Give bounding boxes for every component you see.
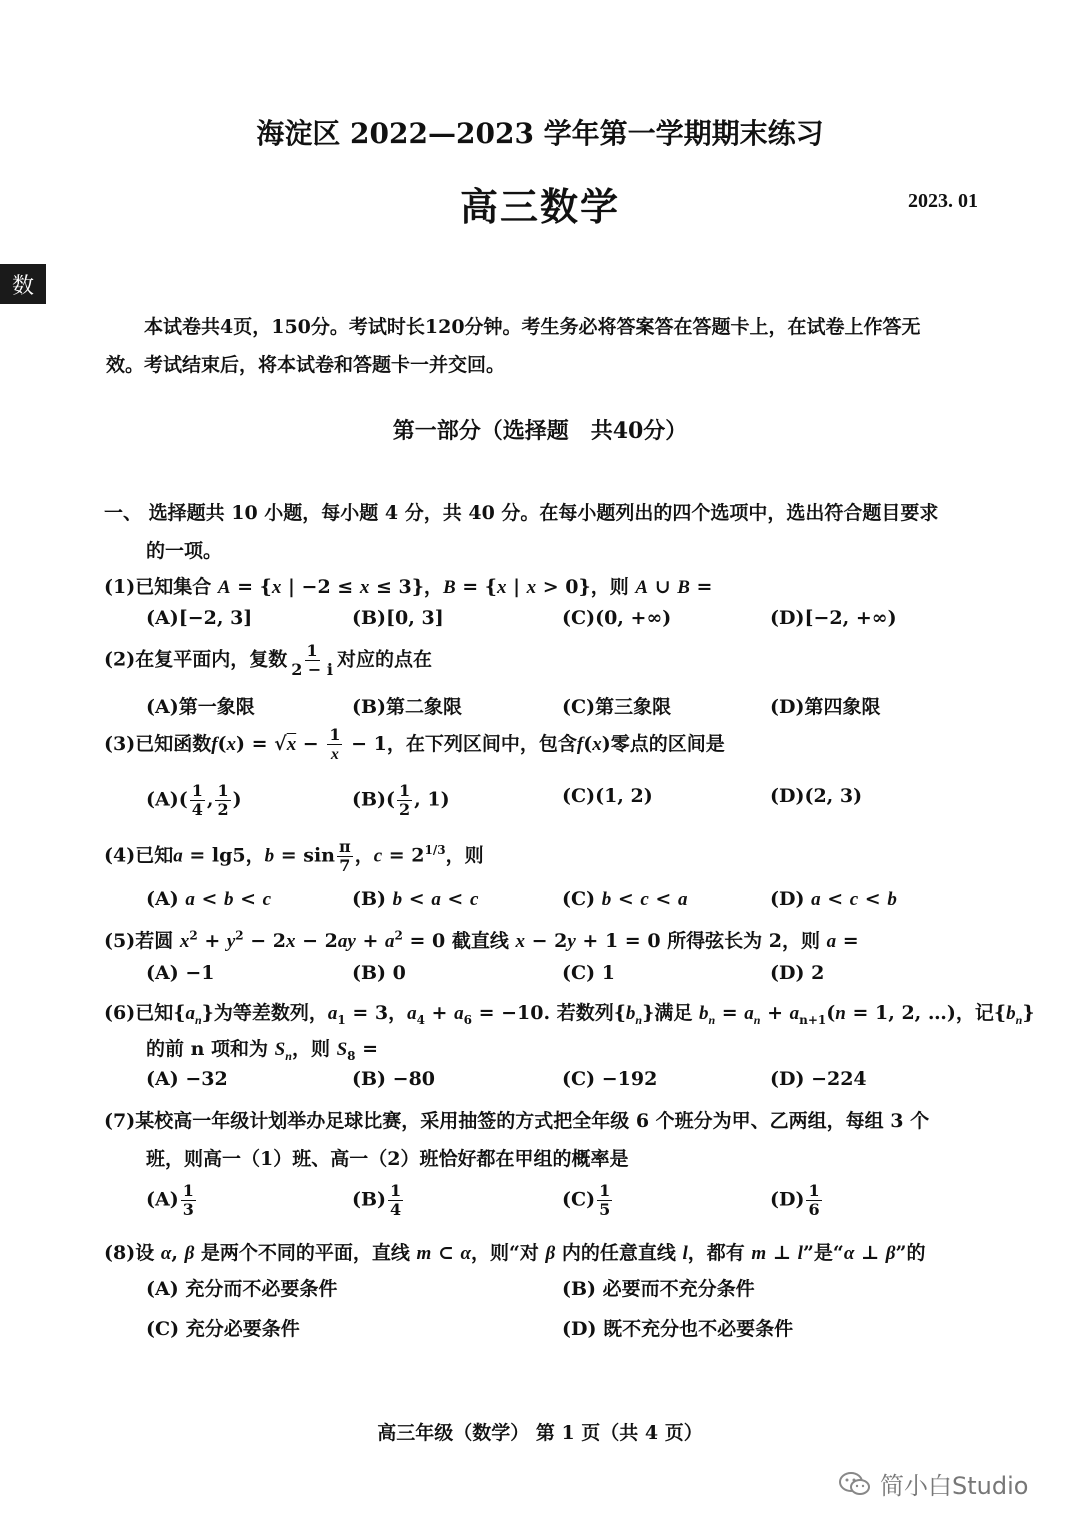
instructions-line-2: 效。考试结束后，将本试卷和答题卡一并交回。 xyxy=(106,354,506,376)
question-3: (3)已知函数f(x) = √x − $\frac{1}{x}$ − 1，在下列区间中，包含f(x)零点的区间是 xyxy=(104,725,725,763)
q6-option-b: (B) −80 xyxy=(352,1068,436,1090)
q4-option-c: (C) b < c < a xyxy=(562,888,688,910)
q2-option-c: (C)第三象限 xyxy=(562,696,672,718)
exam-date: 2023. 01 xyxy=(908,190,978,212)
q5-option-a: (A) −1 xyxy=(146,962,215,984)
q5-option-d: (D) 2 xyxy=(770,962,825,984)
q2-option-a: (A)第一象限 xyxy=(146,696,255,718)
q7-option-a: (A) $\frac{1}{3}$ xyxy=(146,1181,194,1219)
watermark-text: 简小白Studio xyxy=(880,1472,1029,1500)
q7-option-d: (D) $\frac{1}{6}$ xyxy=(770,1181,820,1219)
watermark xyxy=(838,1466,1028,1501)
question-1: (1)已知集合 A = {x | −2 ≤ x ≤ 3}，B = {x | x > 0}，则 A ∪ B = xyxy=(104,576,713,598)
question-2: (2)在复平面内，复数 $\frac{1}{2 - i}$ 对应的点在 xyxy=(104,641,432,679)
question-7-line-2: 班，则高一（1）班、高一（2）班恰好都在甲组的概率是 xyxy=(146,1148,629,1170)
part-intro-line-1: 一、 选择题共 10 小题，每小题 4 分，共 40 分。在每小题列出的四个选项中，选出符合题目要求 xyxy=(104,502,939,524)
q1-option-a: (A)[−2, 3] xyxy=(146,607,253,629)
q5-option-c: (C) 1 xyxy=(562,962,615,984)
question-6-line-2: 的前 n 项和为 $S_n$，则 $S_8$ = xyxy=(146,1038,379,1063)
question-6-line-1: (6)已知$\{a_n\}$为等差数列，$a_1 = 3$，$a_4 + a_6 = -10$. 若数列$\{b_n\}$满足 $b_n = a_n + a_{n+1}(n = 1$, 2, …)，记$\{b_n\}$ xyxy=(104,1002,1035,1027)
q3-option-c: (C)(1, 2) xyxy=(562,785,653,807)
q2-option-b: (B)第二象限 xyxy=(352,696,463,718)
q3-option-d: (D)(2, 3) xyxy=(770,785,863,807)
part-intro-line-2: 的一项。 xyxy=(146,540,223,562)
q6-option-d: (D) −224 xyxy=(770,1068,867,1090)
page-footer: 高三年级（数学） 第 1 页（共 4 页） xyxy=(377,1422,703,1444)
q8-option-b: (B) 必要而不充分条件 xyxy=(562,1278,755,1300)
exam-title: 海淀区 2022—2023 学年第一学期期末练习 xyxy=(256,117,824,150)
q8-option-d: (D) 既不充分也不必要条件 xyxy=(562,1318,794,1340)
question-5: (5)若圆 $x^2 + y^2 - 2x - 2ay + a^2 = 0$ 截直线 x − 2y + 1 = 0 所得弦长为 2，则 a = xyxy=(104,928,859,952)
side-tab: 数 xyxy=(0,264,46,304)
q4-option-d: (D) a < c < b xyxy=(770,888,897,910)
q5-option-b: (B) 0 xyxy=(352,962,406,984)
q4-option-b: (B) b < a < c xyxy=(352,888,479,910)
q3-option-b: (B)( $\frac{1}{2}$ , 1) xyxy=(352,781,450,819)
q6-option-c: (C) −192 xyxy=(562,1068,658,1090)
instructions-line-1: 本试卷共4页，150分。考试时长120分钟。考生务必将答案答在答题卡上，在试卷上作答无 xyxy=(144,316,921,338)
q1-option-c: (C)(0, +∞) xyxy=(562,607,672,629)
question-8: (8)设 α, β 是两个不同的平面，直线 m ⊂ α，则“对 β 内的任意直线 l，都有 m ⊥ l”是“α ⊥ β”的 xyxy=(104,1242,926,1264)
q1-option-b: (B)[0, 3] xyxy=(352,607,444,629)
subject-title: 高三数学 xyxy=(459,184,620,229)
q8-option-a: (A) 充分而不必要条件 xyxy=(146,1278,338,1300)
q6-option-a: (A) −32 xyxy=(146,1068,228,1090)
q7-option-b: (B) $\frac{1}{4}$ xyxy=(352,1181,402,1219)
question-number: (1) xyxy=(104,576,136,598)
q3-option-a: (A)( $\frac{1}{4}$ , $\frac{1}{2}$ ) xyxy=(146,781,242,819)
q8-option-c: (C) 充分必要条件 xyxy=(146,1318,300,1340)
wechat-icon xyxy=(838,1470,872,1498)
section-title: 第一部分（选择题 共40分） xyxy=(392,418,688,444)
q7-option-c: (C) $\frac{1}{5}$ xyxy=(562,1181,611,1219)
question-7-line-1: (7)某校高一年级计划举办足球比赛，采用抽签的方式把全年级 6 个班分为甲、乙两组，每组 3 个 xyxy=(104,1110,930,1132)
question-4: (4)已知a = lg5，b = sin $\frac{\pi}{7}$ ，$c = 2^{1/3}$，则 xyxy=(104,837,484,875)
q2-option-d: (D)第四象限 xyxy=(770,696,881,718)
q1-option-d: (D)[−2, +∞) xyxy=(770,607,897,629)
q4-option-a: (A) a < b < c xyxy=(146,888,272,910)
